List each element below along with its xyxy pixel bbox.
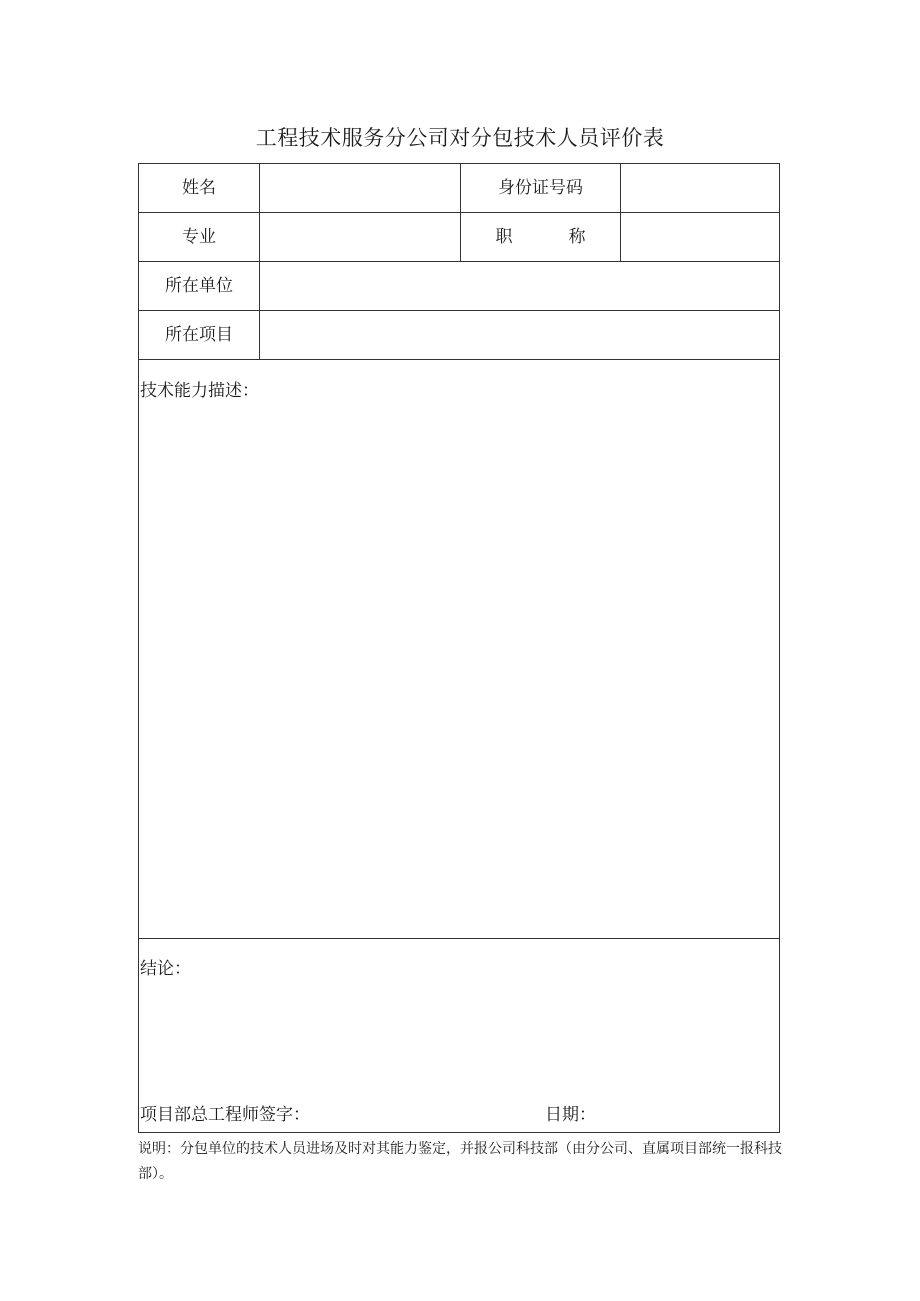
ability-description-field[interactable] <box>140 404 778 934</box>
major-label: 专业 <box>182 227 216 247</box>
date-label: 日期： <box>545 1105 596 1125</box>
chief-engineer-signature-label: 项目部总工程师签字： <box>140 1105 310 1125</box>
project-value-field[interactable] <box>260 311 779 359</box>
name-label: 姓名 <box>182 178 216 198</box>
job-title-label <box>461 213 620 261</box>
evaluation-form <box>138 163 780 1133</box>
name-value-field[interactable] <box>260 164 460 212</box>
unit-value-field[interactable] <box>260 262 779 310</box>
job-title-value-field[interactable] <box>621 213 779 261</box>
form-note: 说明：分包单位的技术人员进场及时对其能力鉴定，并报公司科技部（由分公司、直属项目部统一报科技部）。 <box>138 1141 782 1182</box>
job-title-label-char: 称 <box>568 227 586 247</box>
unit-label: 所在单位 <box>165 276 233 296</box>
id-number-value-field[interactable] <box>621 164 779 212</box>
id-number-label: 身份证号码 <box>498 178 583 198</box>
conclusion-field[interactable] <box>140 982 778 1092</box>
row-divider <box>139 938 779 939</box>
major-value-field[interactable] <box>260 213 460 261</box>
job-title-label-char: 职 <box>495 227 513 247</box>
row-divider <box>139 359 779 360</box>
conclusion-label: 结论： <box>140 959 191 979</box>
form-title: 工程技术服务分公司对分包技术人员评价表 <box>255 126 665 150</box>
ability-description-label: 技术能力描述： <box>140 381 259 401</box>
project-label: 所在项目 <box>165 325 233 345</box>
